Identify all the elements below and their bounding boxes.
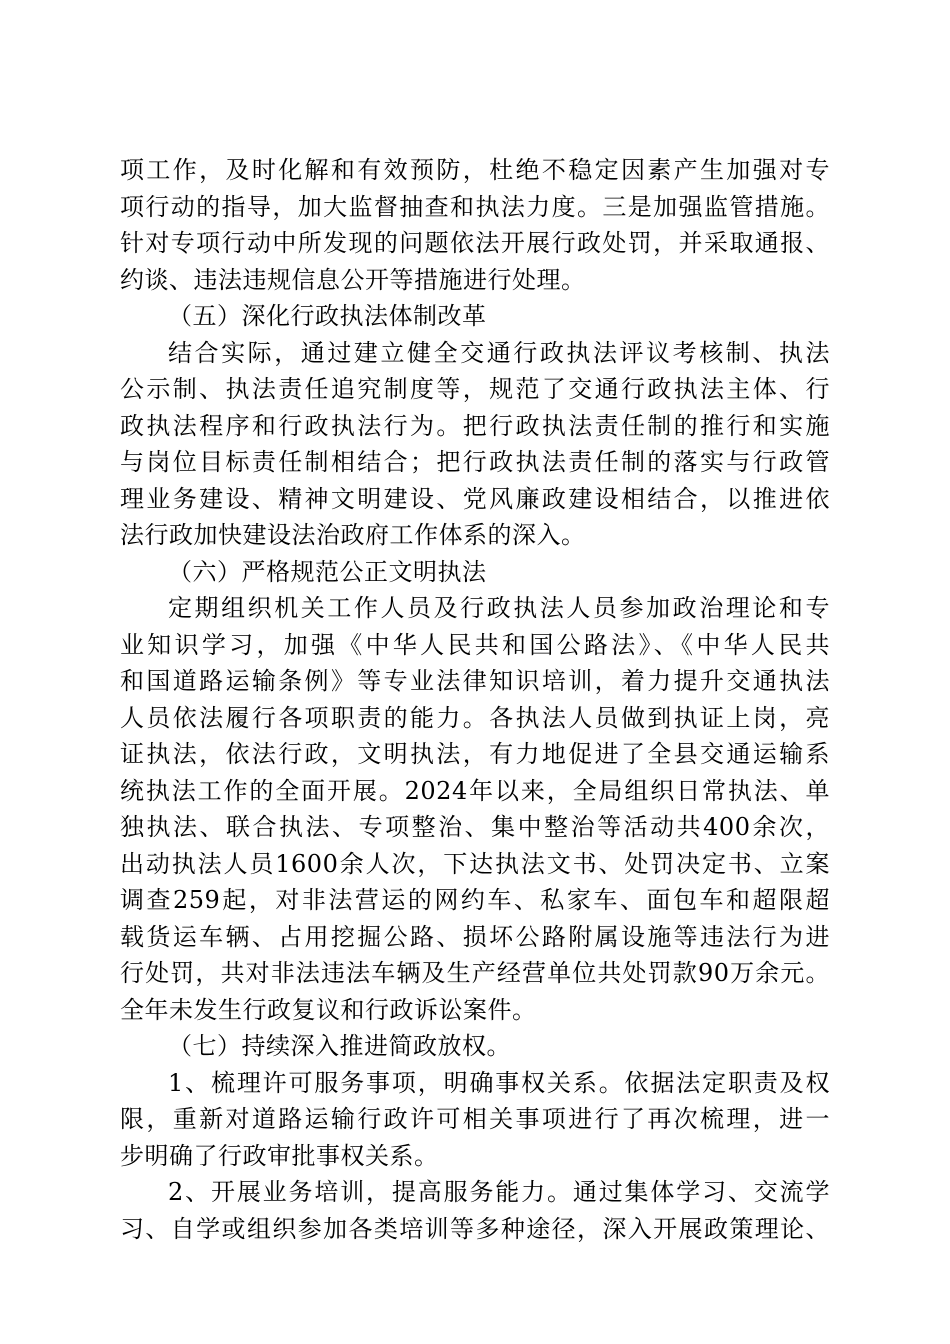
text-line: 业知识学习，加强《中华人民共和国公路法》、《中华人民共 [120, 630, 830, 659]
text-line: 与岗位目标责任制相结合；把行政执法责任制的落实与行政管 [120, 448, 830, 476]
text-line: 统执法工作的全面开展。2024年以来，全局组织日常执法、单 [120, 776, 830, 805]
text-line: 习、自学或组织参加各类培训等多种途径，深入开展政策理论、 [120, 1214, 830, 1243]
text-line: 行处罚，共对非法违法车辆及生产经营单位共处罚款90万余元。 [120, 959, 830, 987]
paragraph-first-line: 2、开展业务培训，提高服务能力。通过集体学习、交流学 [168, 1178, 830, 1206]
text-line: 出动执法人员1600余人次，下达执法文书、处罚决定书、立案 [120, 849, 830, 878]
text-line: 法行政加快建设法治政府工作体系的深入。 [120, 521, 586, 549]
section-heading: （五）深化行政执法体制改革 [168, 302, 487, 330]
text-line: 公示制、执法责任追究制度等，规范了交通行政执法主体、行 [120, 375, 830, 403]
section-heading: （七）持续深入推进简政放权。 [168, 1032, 511, 1060]
text-line: 全年未发生行政复议和行政诉讼案件。 [120, 995, 537, 1024]
text-line: 和国道路运输条例》等专业法律知识培训，着力提升交通执法 [120, 667, 830, 695]
text-line: 项工作，及时化解和有效预防，杜绝不稳定因素产生加强对专 [120, 156, 830, 184]
text-line: 约谈、违法违规信息公开等措施进行处理。 [120, 265, 586, 294]
text-line: 独执法、联合执法、专项整治、集中整治等活动共400余次， [120, 813, 830, 841]
text-line: 证执法，依法行政，文明执法，有力地促进了全县交通运输系 [120, 740, 830, 768]
paragraph-first-line: 定期组织机关工作人员及行政执法人员参加政治理论和专 [168, 594, 830, 622]
paragraph-first-line: 结合实际，通过建立健全交通行政执法评议考核制、执法 [168, 338, 830, 367]
text-line: 调查259起，对非法营运的网约车、私家车、面包车和超限超 [120, 886, 830, 914]
text-line: 理业务建设、精神文明建设、党风廉政建设相结合，以推进依 [120, 484, 830, 513]
text-line: 人员依法履行各项职责的能力。各执法人员做到执证上岗，亮 [120, 703, 830, 732]
text-line: 政执法程序和行政执法行为。把行政执法责任制的推行和实施 [120, 411, 830, 440]
text-line: 限，重新对道路运输行政许可相关事项进行了再次梳理，进一 [120, 1105, 830, 1133]
paragraph-first-line: 1、梳理许可服务事项，明确事权关系。依据法定职责及权 [168, 1068, 830, 1097]
text-line: 项行动的指导，加大监督抽查和执法力度。三是加强监管措施。 [120, 192, 830, 221]
text-line: 步明确了行政审批事权关系。 [120, 1141, 439, 1170]
text-line: 载货运车辆、占用挖掘公路、损坏公路附属设施等违法行为进 [120, 922, 830, 951]
text-line: 针对专项行动中所发现的问题依法开展行政处罚，并采取通报、 [120, 229, 830, 257]
section-heading: （六）严格规范公正文明执法 [168, 557, 487, 586]
